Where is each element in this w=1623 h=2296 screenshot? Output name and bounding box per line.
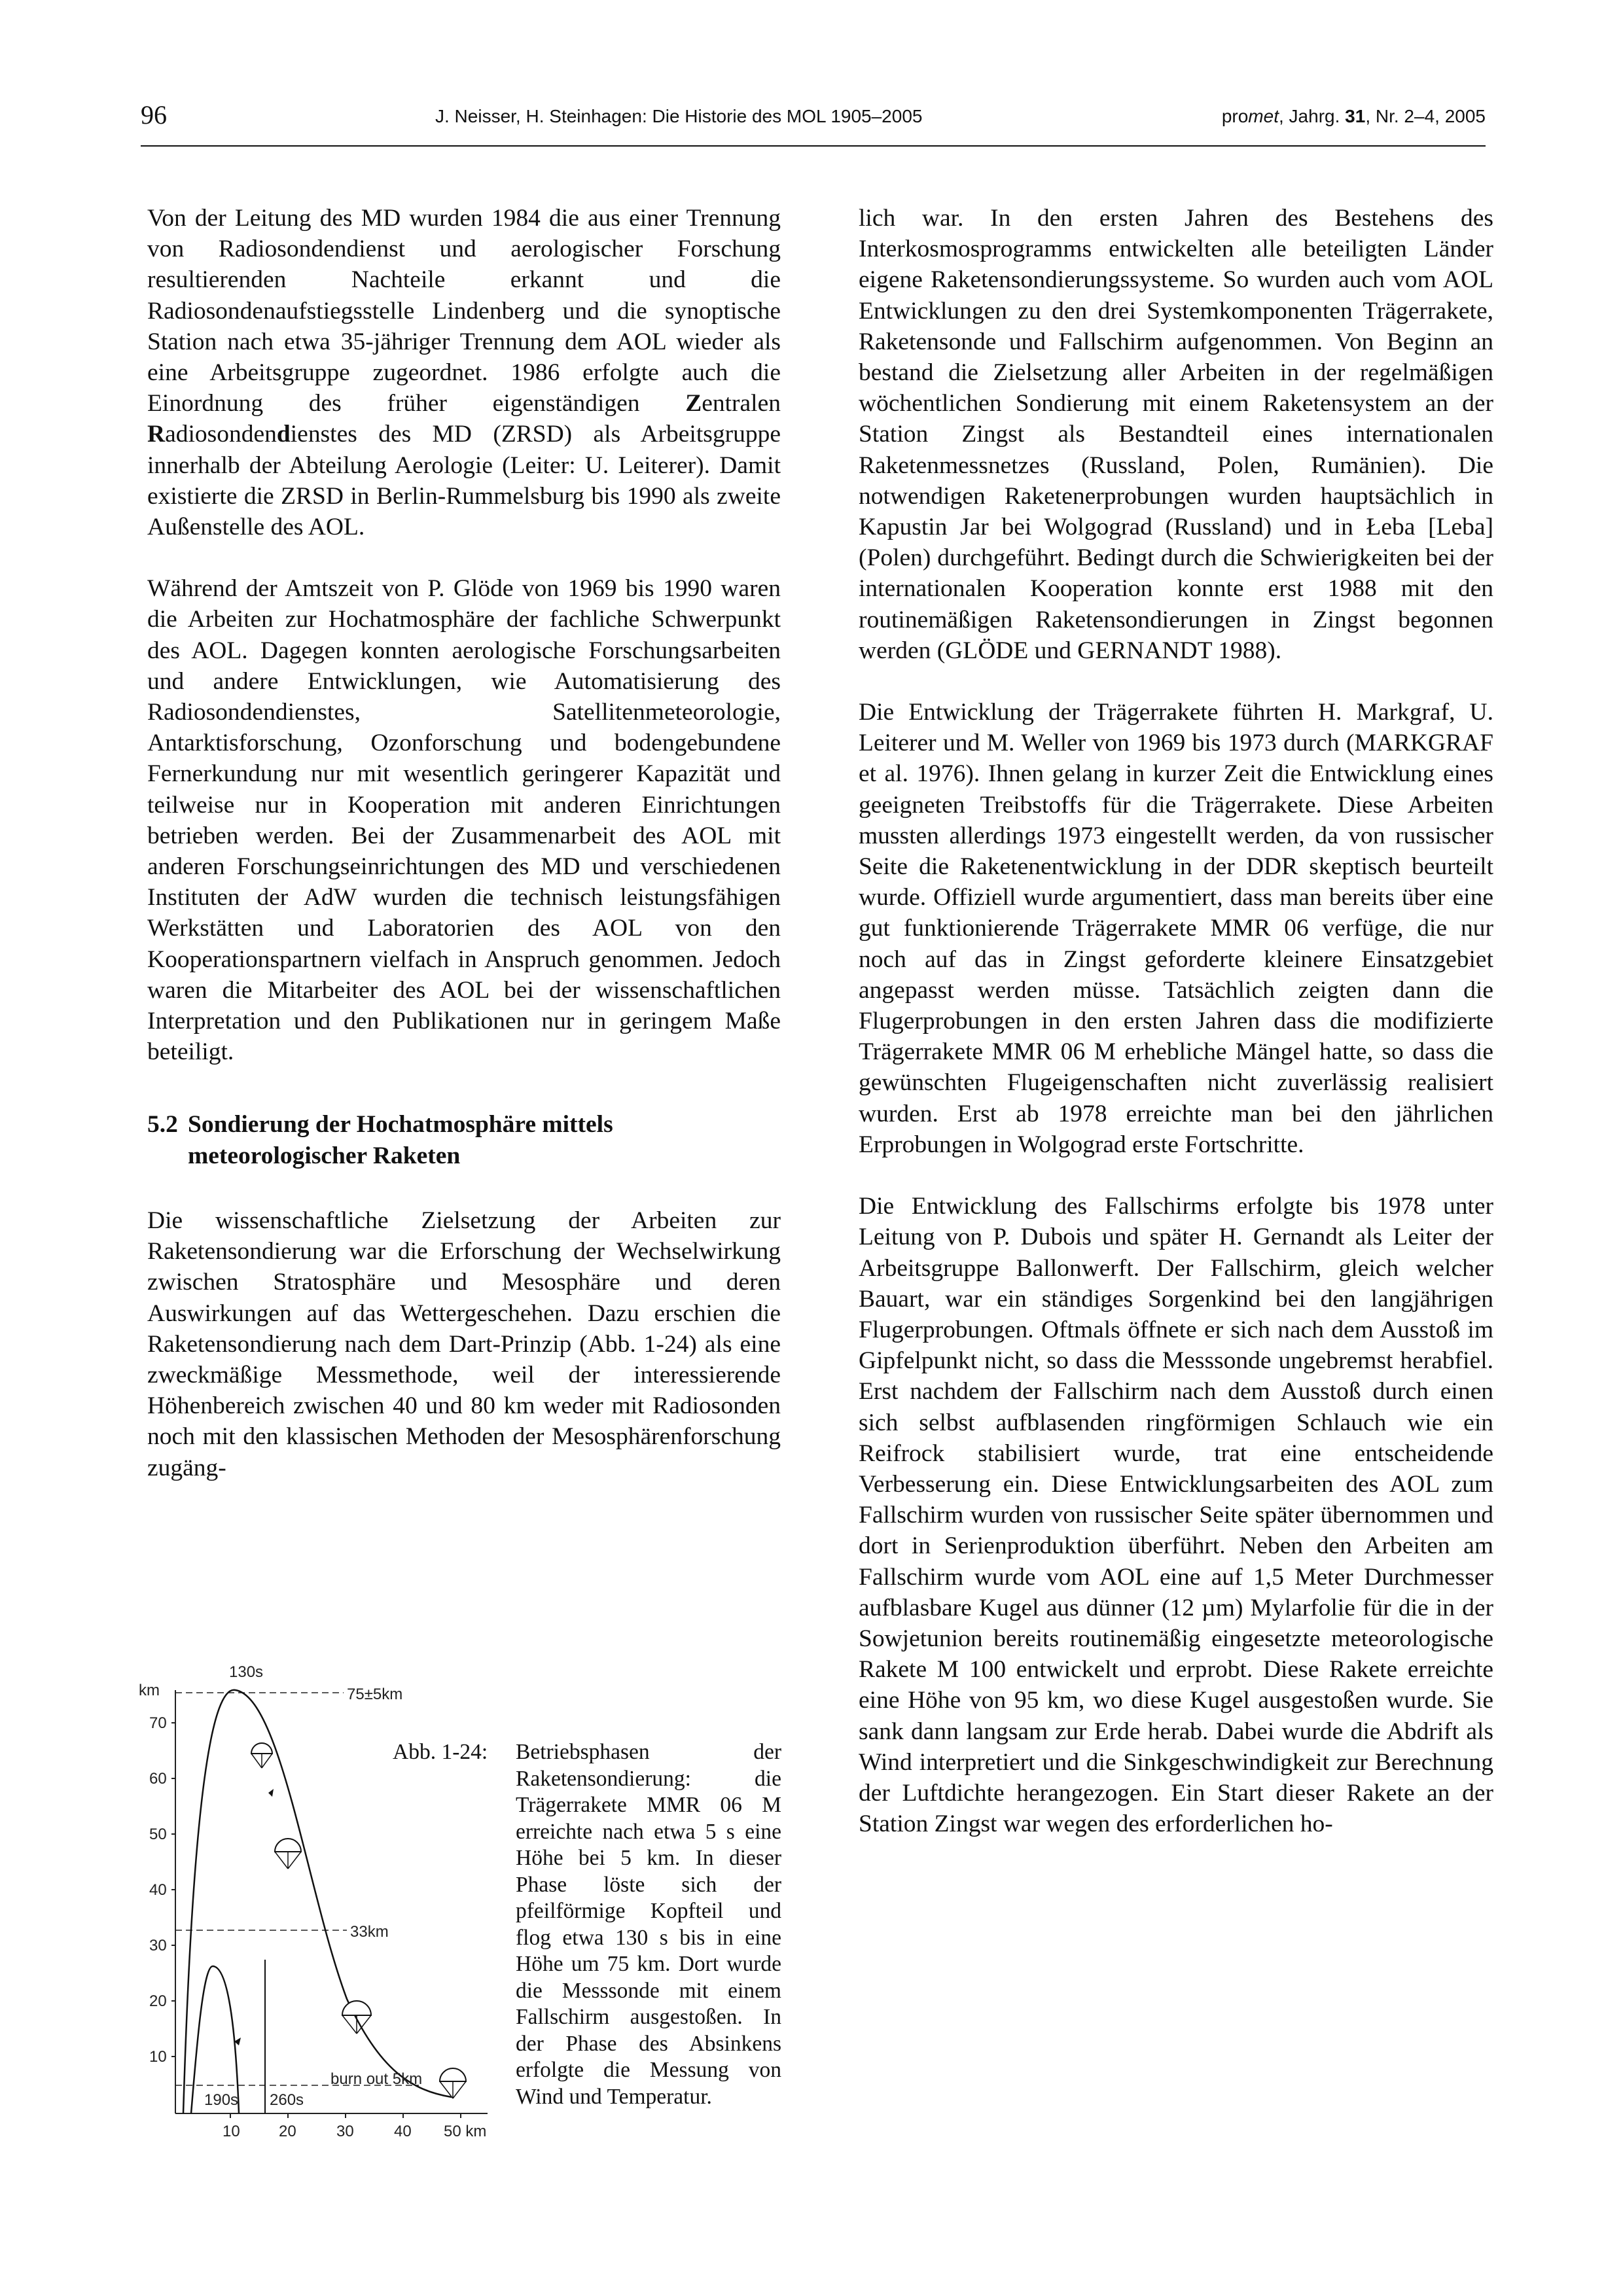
journal-issue: , Nr. 2–4, 2005 xyxy=(1365,106,1486,126)
x-ticks xyxy=(223,2113,486,2140)
x-tick-label: 50 km xyxy=(444,2123,487,2140)
section-heading xyxy=(147,1109,781,1171)
y-tick-label: 70 xyxy=(149,1714,167,1732)
left-column xyxy=(147,203,781,1514)
x-tick-label: 30 xyxy=(336,2123,354,2140)
burnout-label: burn out 5km xyxy=(330,2070,423,2088)
header-rule xyxy=(141,145,1486,147)
caption-text: Betriebsphasen der Raketensondierung: die Trägerrakete MMR 06 M erreichte nach etwa 5 s eine Höhe bei 5 km. In dieser Phase löste sich der pfeilförmige Kopfteil und flog etwa 130 s bis in eine Höhe um 75 km. Dort wurde die Messsonde mit einem Fallschirm ausgestoßen. In der Phase des Absinkens erfolgte die Messung von Wind und Temperatur. xyxy=(516,1740,781,2109)
section-number: 5.2 xyxy=(147,1111,178,1139)
y-tick-label: 10 xyxy=(149,2048,167,2066)
page-header xyxy=(141,99,1486,145)
caption-label: Abb. 1-24: xyxy=(393,1740,488,1764)
left-p1-text-b: entralen xyxy=(702,390,781,417)
journal-volume: 31 xyxy=(1345,106,1366,126)
rocket-part-icon xyxy=(268,1789,274,1797)
page-number: 96 xyxy=(141,100,167,130)
left-p1-text-d: ienstes des MD (ZRSD) als Arbeitsgruppe innerhalb der Abteilung Aerologie (Leiter: U. Leiterer). Damit existierte die ZRSD in Berlin-Rummelsburg bis 1990 als zweite Außenstelle des AOL. xyxy=(147,421,781,541)
parachute-icon xyxy=(275,1839,301,1869)
left-paragraph-3: Die wissenschaftliche Zielsetzung der Arbeiten zur Raketensondierung war die Erforschung der Wechselwirkung zwischen Stratosphäre und Mesosphäre und deren Auswirkungen auf das Wettergeschehen. Dazu erschien die Raketensondierung nach dem Dart-Prinzip (Abb. 1-24) als eine zweckmäßige Messmethode, weil der interessierende Höhenbereich zwischen 40 und 80 km weder mit Radiosonden noch mit den klassischen Methoden der Mesosphärenforschung zugäng- xyxy=(147,1207,781,1481)
y-ticks xyxy=(149,1714,175,2066)
journal-citation xyxy=(1222,106,1486,127)
journal-year: , Jahrg. xyxy=(1278,106,1346,126)
running-title: J. Neisser, H. Steinhagen: Die Historie des MOL 1905–2005 xyxy=(435,106,923,126)
y-tick-label: 60 xyxy=(149,1770,167,1788)
apex-height-label: 75±5km xyxy=(347,1686,403,1703)
y-tick-label: 40 xyxy=(149,1881,167,1899)
x-tick-label: 20 xyxy=(279,2123,296,2140)
left-p1-text-c: adiosonden xyxy=(165,421,277,448)
190s-label: 190s xyxy=(204,2091,239,2109)
parachute-icon xyxy=(251,1743,272,1768)
y-tick-label: 50 xyxy=(149,1826,167,1843)
parachute-icon xyxy=(342,2001,371,2034)
journal-name-italic: met xyxy=(1248,106,1279,126)
y-unit-label: km xyxy=(139,1682,160,1699)
journal-name-pre: pro xyxy=(1221,106,1249,126)
left-p1-bold-z: Z xyxy=(685,390,702,417)
right-paragraph-1: lich war. In den ersten Jahren des Bestehens des Interkosmosprogramms entwickelten alle beteiligten Länder eigene Raketensondierungssysteme. So wurden auch vom AOL Entwicklungen zu den drei Systemkomponenten Trägerrakete, Raketensonde und Fallschirm aufgenommen. Von Beginn an bestand die Zielsetzung aller Arbeiten in der regelmäßigen wöchentlichen Sondierung mit einem Raketensystem an der Station Zingst als Bestandteil eines internationalen Raketenmessnetzes (Russland, Polen, Rumänien). Die notwendigen Raketenerprobungen wurden hauptsächlich in Kapustin Jar bei Wolgograd (Russland) und in Łeba [Leba] (Polen) durchgeführt. Bedingt durch die Schwierigkeiten bei der internationalen Kooperation konnte erst 1988 mit den routinemäßigen Raketensondierungen in Zingst begonnen werden (GLÖDE und GERNANDT 1988). xyxy=(859,205,1493,664)
left-paragraph-2: Während der Amtszeit von P. Glöde von 1969 bis 1990 waren die Arbeiten zur Hochatmosphäre der fachliche Schwerpunkt des AOL. Dagegen konnten aerologische Forschungsarbeiten und andere Entwicklungen, wie Automatisierung des Radiosondendienstes, Satellitenmeteorologie, Antarktisforschung, Ozonforschung und bodengebundene Fernerkundung nur mit wesentlich geringerer Kapazität und teilweise nur in Kooperation mit anderen Einrichtungen betrieben werden. Bei der Zusammenarbeit des AOL mit anderen Forschungseinrichtungen des MD und verschiedenen Instituten der AdW wurden die technisch leistungsfähigen Werkstätten und Laboratorien des AOL von den Kooperationspartnern vielfach in Anspruch genommen. Jedoch waren die Mitarbeiter des AOL bei der wissenschaftlichen Interpretation und den Publikationen nur in geringem Maße beteiligt. xyxy=(147,575,781,1066)
260s-label: 260s xyxy=(270,2091,304,2109)
y-tick-label: 30 xyxy=(149,1937,167,1954)
left-p1-bold-d: d xyxy=(276,421,291,448)
left-paragraph-1 xyxy=(147,203,781,542)
apex-time-label: 130s xyxy=(229,1663,264,1681)
right-column xyxy=(859,203,1493,1870)
x-tick-label: 10 xyxy=(223,2123,240,2140)
left-p1-bold-r: R xyxy=(147,421,166,448)
y-tick-label: 20 xyxy=(149,1992,167,2010)
right-paragraph-2: Die Entwicklung der Trägerrakete führten H. Markgraf, U. Leiterer und M. Weller von 1969 bis 1973 durch (MARKGRAF et al. 1976). Ihnen gelang in kurzer Zeit die Entwicklung eines geeigneten Treibstoffs für die Trägerrakete. Diese Arbeiten mussten allerdings 1973 eingestellt werden, da von russischer Seite die Raketenentwicklung in der DDR skeptisch beurteilt wurde. Offiziell wurde argumentiert, dass man bereits über eine gut funktionierende Trägerrakete MMR 06 verfüge, die nur noch auf das in Zingst geforderte kleinere Einsatzgebiet angepasst werden müsse. Tatsächlich zeigten dann die Flugerprobungen in den ersten Jahren dass die modifizierte Trägerrakete MMR 06 M erhebliche Mängel hatte, so dass die gewünschten Flugeigenschaften nicht zuverlässig realisiert wurden. Erst ab 1978 erreichte man bei den jährlichen Erprobungen in Wolgograd erste Fortschritte. xyxy=(859,699,1493,1158)
left-p1-text-a: Von der Leitung des MD wurden 1984 die aus einer Trennung von Radiosondendienst und aerologischer Forschung resultierenden Nachteile erkannt und die Radiosondenaufstiegsstelle Lindenberg und die synoptische Station nach etwa 35-jähriger Trennung dem AOL wieder als eine Arbeitsgruppe zugeordnet. 1986 erfolgte auch die Einordnung des früher eigenständigen xyxy=(147,205,781,417)
x-tick-label: 40 xyxy=(394,2123,412,2140)
figure-caption xyxy=(393,1739,781,2110)
33km-label: 33km xyxy=(350,1923,389,1941)
right-paragraph-3: Die Entwicklung des Fallschirms erfolgte bis 1978 unter Leitung von P. Dubois und später H. Gernandt als Leiter der Arbeitsgruppe Ballonwerft. Der Fallschirm, gleich welcher Bauart, war ein ständiges Sorgenkind bei den langjährigen Flugerprobungen. Oftmals öffnete er sich nach dem Ausstoß im Gipfelpunkt nicht, so dass die Messsonde ungebremst herabfiel. Erst nachdem der Fallschirm nach dem Ausstoß durch einen sich selbst aufblasenden ringförmigen Schlauch wie ein Reifrock stabilisiert wurde, trat eine entscheidende Verbesserung ein. Diese Entwicklungsarbeiten des AOL zum Fallschirm wurden von russischer Seite später übernommen und dort in Serienproduktion überführt. Neben den Arbeiten am Fallschirm wurde vom AOL eine auf 1,5 Meter Durchmesser aufblasbare Kugel aus dünner (12 µm) Mylarfolie für die in der Sowjetunion bereits routinemäßig eingesetzte meteorologische Rakete M 100 entwickelt und erprobt. Diese Rakete erreichte eine Höhe von 95 km, wo diese Kugel ausgestoßen wurde. Sie sank dann langsam zur Erde herab. Dabei wurde die Abdrift als Wind interpretiert und die Sinkgeschwindigkeit zur Berechnung der Luftdichte herangezogen. Ein Start dieser Rakete an der Station Zingst war wegen des erforderlichen ho- xyxy=(859,1193,1493,1838)
section-title: Sondierung der Hochatmosphäre mittels meteorologischer Raketen xyxy=(188,1111,613,1169)
